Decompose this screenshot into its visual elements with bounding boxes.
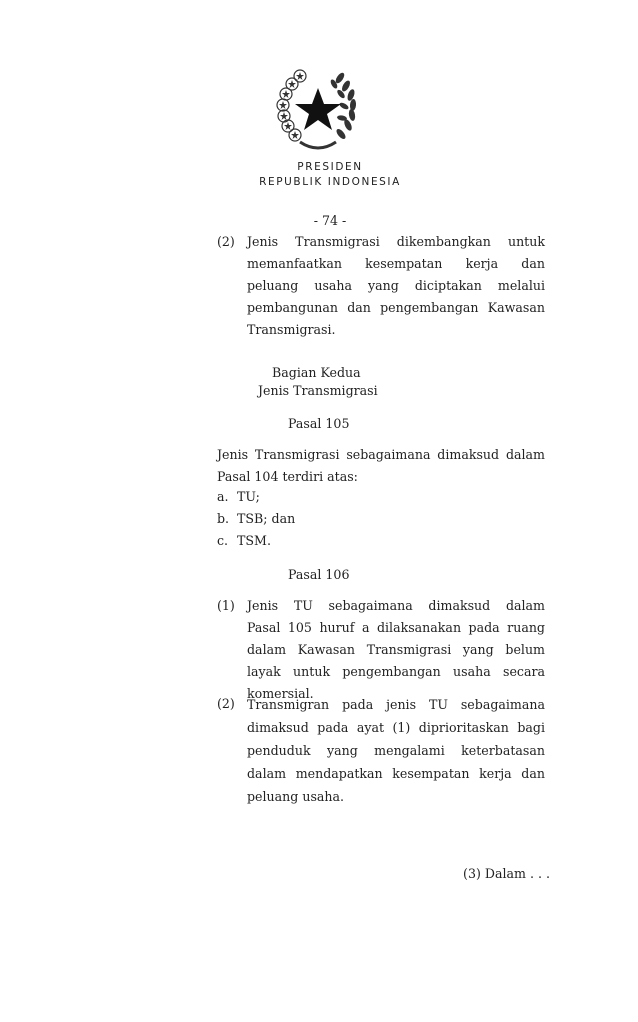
text-line: Pasal 105 huruf a dilaksanakan pada ruang — [247, 620, 545, 635]
pasal-105-text — [217, 444, 545, 488]
emblem-caption-presiden: PRESIDEN — [297, 161, 363, 173]
text-line: Pasal 104 terdiri atas: — [217, 469, 358, 484]
list-item — [217, 508, 295, 530]
list-item-label: b. — [217, 511, 230, 526]
text-line: memanfaatkan kesempatan kerja dan — [247, 256, 545, 271]
paragraph-number: (1) — [217, 598, 235, 613]
page-number: - 74 - — [313, 213, 347, 228]
text-line: Transmigrasi. — [247, 322, 336, 337]
paragraph-text — [247, 231, 545, 341]
paragraph-text — [247, 595, 545, 705]
list-item-label: a. — [217, 489, 229, 504]
paragraph-text — [247, 693, 545, 808]
text-line: komersial. — [247, 686, 314, 701]
list-item-label: c. — [217, 533, 229, 548]
text-line: dimaksud pada ayat (1) diprioritaskan bagi — [247, 720, 545, 735]
text-line: Jenis Transmigrasi dikembangkan untuk — [247, 234, 545, 249]
text-line: dalam Kawasan Transmigrasi yang belum — [247, 642, 545, 657]
section-heading: Bagian Kedua — [272, 365, 361, 380]
pasal-105-title: Pasal 105 — [288, 416, 350, 431]
section-title: Jenis Transmigrasi — [258, 383, 378, 398]
pasal-106-title: Pasal 106 — [288, 567, 350, 582]
text-line: Jenis TU sebagaimana dimaksud dalam — [247, 598, 545, 613]
list-item-text: TU; — [237, 489, 260, 504]
text-line: dalam mendapatkan kesempatan kerja dan — [247, 766, 545, 781]
text-line: penduduk yang mengalami keterbatasan — [247, 743, 545, 758]
list-item — [217, 530, 271, 552]
paragraph-number: (2) — [217, 234, 235, 249]
text-line: Transmigran pada jenis TU sebagaimana — [247, 697, 545, 712]
text-line: layak untuk pengembangan usaha secara — [247, 664, 545, 679]
emblem-caption-republik: REPUBLIK INDONESIA — [259, 176, 401, 188]
next-page-reference: (3) Dalam . . . — [463, 866, 550, 881]
text-line: Jenis Transmigrasi sebagaimana dimaksud dalam — [217, 447, 545, 462]
text-line: peluang usaha. — [247, 789, 345, 804]
list-item-text: TSM. — [237, 533, 271, 548]
presidential-emblem — [270, 62, 366, 158]
list-item-text: TSB; dan — [237, 511, 296, 526]
text-line: peluang usaha yang diciptakan melalui — [247, 278, 545, 293]
list-item — [217, 486, 260, 508]
paragraph-number: (2) — [217, 696, 235, 711]
text-line: pembangunan dan pengembangan Kawasan — [247, 300, 545, 315]
